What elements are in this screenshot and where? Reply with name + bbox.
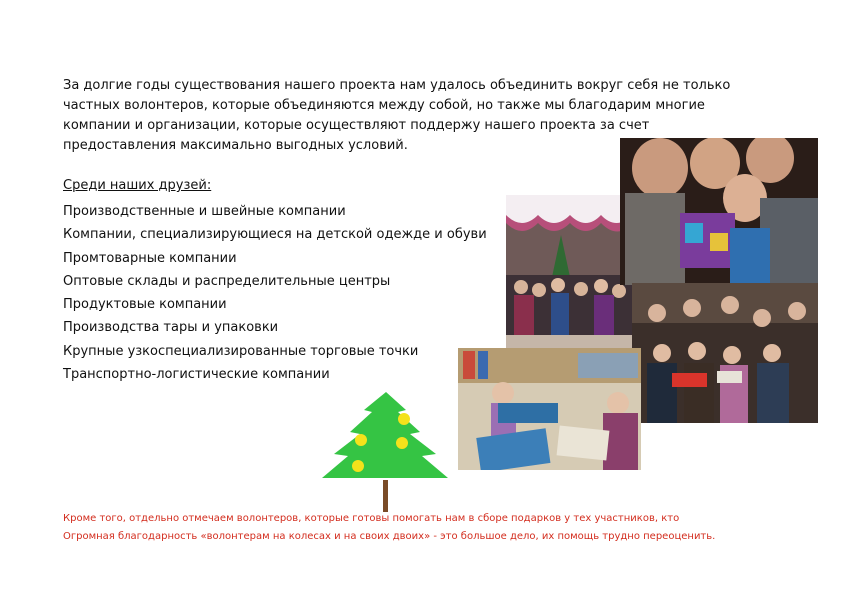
tree-foliage bbox=[322, 392, 448, 478]
list-item: Продуктовые компании bbox=[63, 297, 227, 313]
photo-children-christmas-party bbox=[506, 195, 633, 348]
list-item: Промтоварные компании bbox=[63, 250, 237, 266]
acknowledgement-notes bbox=[63, 510, 715, 546]
note-line: Огромная благодарность «волонтерам на колесах и на своих двоих» - это большое дело, их помощь трудно переоценить. bbox=[63, 531, 716, 542]
friends-list bbox=[63, 200, 487, 386]
photo-children-with-toys bbox=[632, 283, 818, 423]
photo-children-with-board-games bbox=[458, 348, 641, 470]
list-item: Транспортно-логистические компании bbox=[63, 367, 330, 383]
intro-line: компании и организации, которые осуществляют поддержу нашего проекта за счет bbox=[63, 118, 650, 133]
note-line: Кроме того, отдельно отмечаем волонтеров, которые готовы помогать нам в сборе подарков у тех участников, кто bbox=[63, 513, 680, 524]
christmas-tree-icon bbox=[316, 390, 456, 512]
intro-line: За долгие годы существования нашего проекта нам удалось объединить вокруг себя не только bbox=[63, 78, 731, 93]
list-item: Производства тары и упаковки bbox=[63, 320, 279, 336]
intro-line: частных волонтеров, которые объединяются между собой, но также мы благодарим многие bbox=[63, 98, 705, 113]
tree-trunk bbox=[383, 480, 388, 512]
list-item: Компании, специализирующиеся на детской одежде и обуви bbox=[63, 227, 487, 243]
friends-heading: Среди наших друзей: bbox=[63, 178, 212, 193]
photo-boys-with-gift bbox=[620, 138, 818, 285]
intro-line: предоставления максимально выгодных условий. bbox=[63, 138, 408, 153]
list-item: Оптовые склады и распределительные центры bbox=[63, 273, 391, 289]
list-item: Крупные узкоспециализированные торговые точки bbox=[63, 343, 419, 359]
list-item: Производственные и швейные компании bbox=[63, 204, 346, 219]
